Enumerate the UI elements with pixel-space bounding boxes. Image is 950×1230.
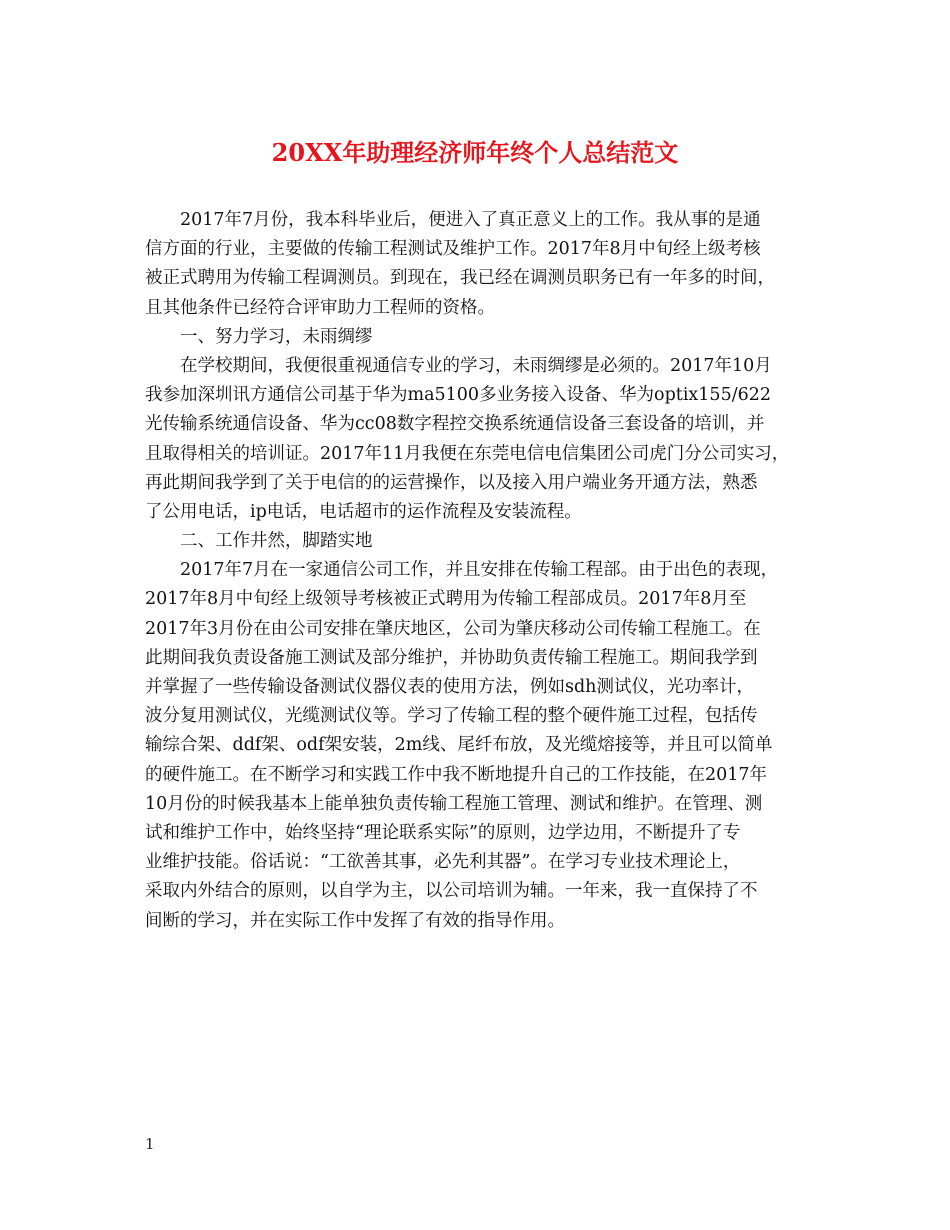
paragraph-line: 并掌握了一些传输设备测试仪器仪表的使用方法，例如sdh测试仪，光功率计， <box>145 677 754 697</box>
paragraph-line: 在学校期间，我便很重视通信专业的学习，未雨绸缪是必须的。2017年10月 <box>180 355 772 376</box>
paragraph-line: 间断的学习，并在实际工作中发挥了有效的指导作用。 <box>145 910 565 931</box>
paragraph-line: 我参加深圳讯方通信公司基于华为ma5100多业务接入设备、华为optix155/622 <box>145 385 771 406</box>
paragraph-line: 业维护技能。俗话说：“工欲善其事，必先利其器”。在学习专业技术理论上， <box>145 852 741 873</box>
paragraph-line: 再此期间我学到了关于电信的的运营操作，以及接入用户端业务开通方法，熟悉 <box>145 472 758 493</box>
paragraph-line: 且取得相关的培训证。2017年11月我便在东莞电信电信集团公司虎门分公司实习， <box>145 443 790 464</box>
paragraph-line: 2017年8月中旬经上级领导考核被正式聘用为传输工程部成员。2017年8月至 <box>145 589 747 610</box>
paragraph-line: 波分复用测试仪，光缆测试仪等。学习了传输工程的整个硬件施工过程，包括传 <box>145 706 758 727</box>
paragraph-line: 2017年7月在一家通信公司工作，并且安排在传输工程部。由于出色的表现， <box>180 560 779 581</box>
page-number: 1 <box>145 1135 155 1153</box>
paragraph-line: 的硬件施工。在不断学习和实践工作中我不断地提升自己的工作技能，在2017年 <box>145 764 768 785</box>
paragraph-line: 试和维护工作中，始终坚持“理论联系实际”的原则，边学边用，不断提升了专 <box>145 822 741 843</box>
document-title: 20XX年助理经济师年终个人总结范文 <box>271 138 679 167</box>
document-body <box>145 206 825 936</box>
paragraph-line: 了公用电话，ip电话，电话超市的运作流程及安装流程。 <box>145 501 582 522</box>
paragraph-line: 2017年7月份，我本科毕业后，便进入了真正意义上的工作。我从事的是通 <box>180 210 761 230</box>
paragraph-line: 光传输系统通信设备、华为cc08数字程控交换系统通信设备三套设备的培训，并 <box>145 414 765 435</box>
paragraph-line: 输综合架、ddf架、odf架安装，2m线、尾纤布放，及光缆熔接等，并且可以简单 <box>145 735 773 756</box>
paragraph-line: 且其他条件已经符合评审助力工程师的资格。 <box>145 297 495 318</box>
paragraph-line: 2017年3月份在由公司安排在肇庆地区，公司为肇庆移动公司传输工程施工。在 <box>145 618 761 639</box>
paragraph-line: 信方面的行业，主要做的传输工程测试及维护工作。2017年8月中旬经上级考核 <box>145 239 761 260</box>
paragraph-line: 被正式聘用为传输工程调测员。到现在，我已经在调测员职务已有一年多的时间， <box>145 268 775 289</box>
paragraph-line: 10月份的时候我基本上能单独负责传输工程施工管理、测试和维护。在管理、测 <box>145 793 763 814</box>
section-heading: 一、努力学习，未雨绸缪 <box>180 326 373 347</box>
paragraph-line: 采取内外结合的原则，以自学为主，以公司培训为辅。一年来，我一直保持了不 <box>145 881 758 902</box>
paragraph-line: 此期间我负责设备施工测试及部分维护，并协助负责传输工程施工。期间我学到 <box>145 647 758 668</box>
section-heading: 二、工作井然，脚踏实地 <box>180 531 373 552</box>
